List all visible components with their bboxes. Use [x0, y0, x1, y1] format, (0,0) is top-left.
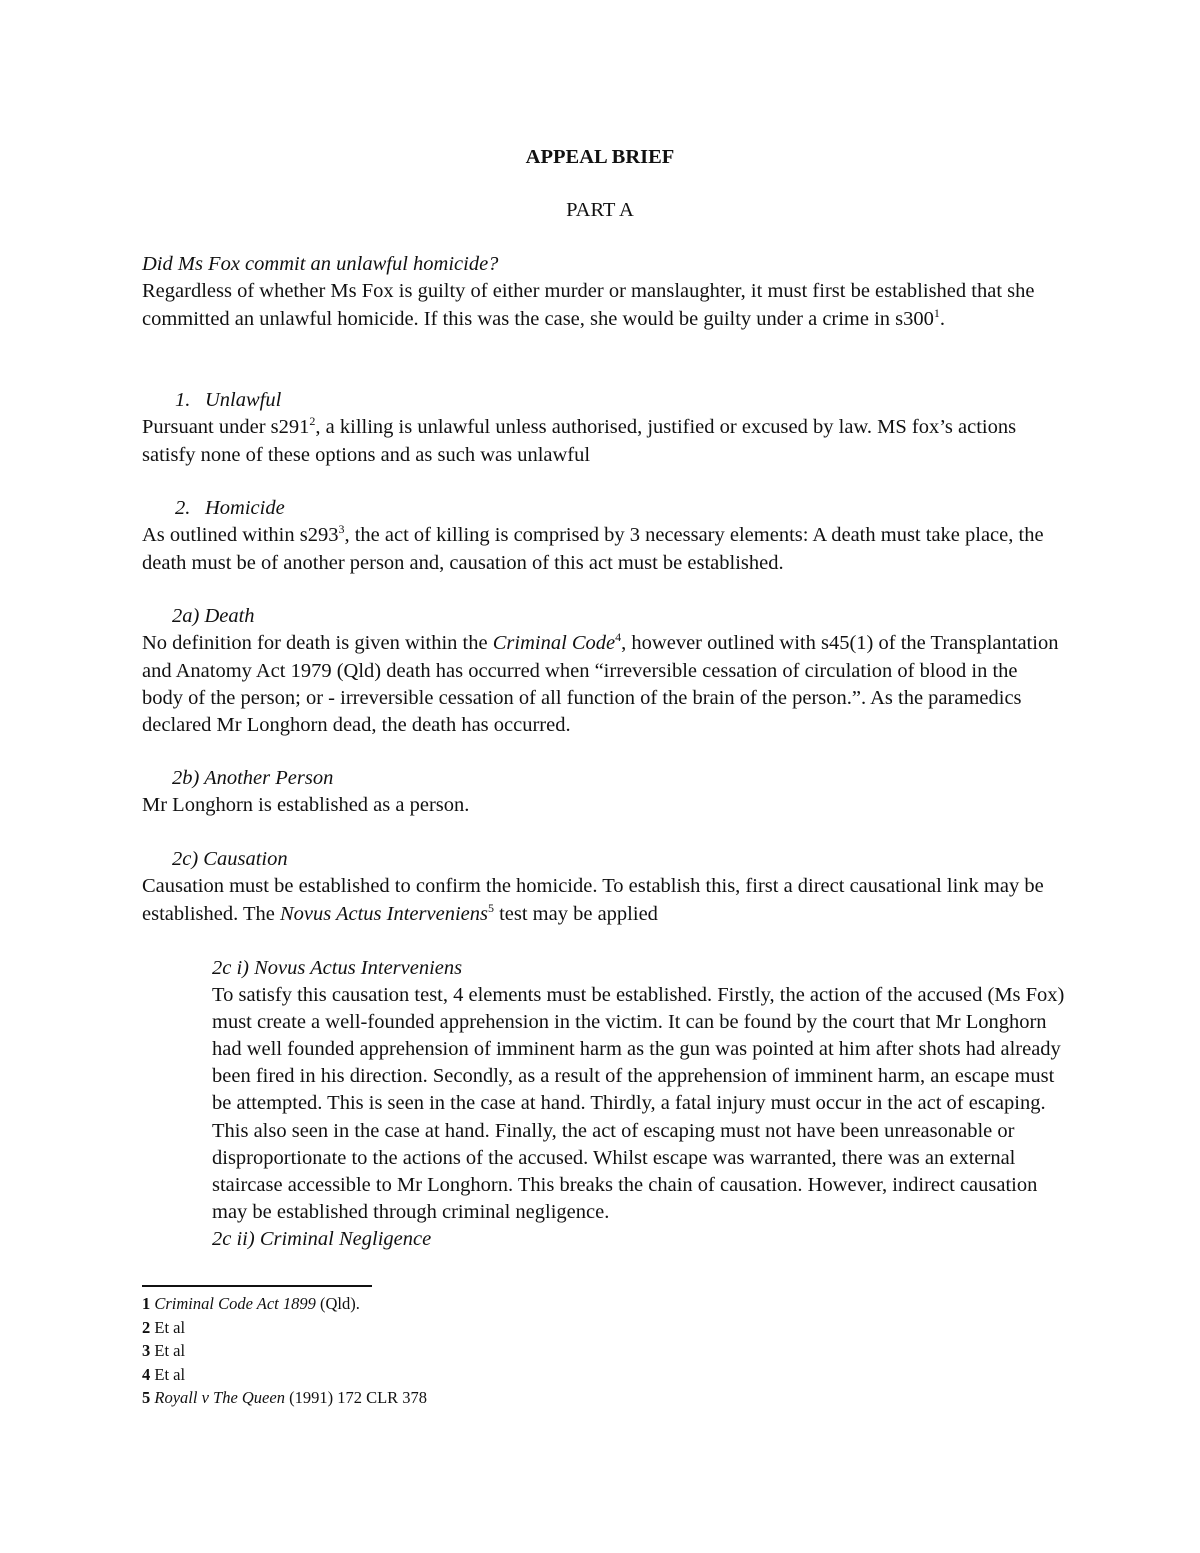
section-paragraph-causation: Causation must be established to confirm the homicide. To establish this, first a direct causational link may be established. The Novus Actus Interveniens$^5$ test may be applied — [142, 875, 1044, 925]
document-subtitle: PART A — [566, 199, 634, 221]
section-heading-unlawful: 1. Unlawful — [175, 389, 282, 411]
section-paragraph-novus-actus: To satisfy this causation test, 4 elements must be established. Firstly, the action of the accused (Ms Fox) must create a well-founded apprehension in the victim. It can be found by the court that Mr Longhorn had well founded apprehension of imminent harm as the gun was pointed at him after shots had already been fired in his direction. Secondly, as a result of the apprehension of imminent harm, an escape must be attempted. This is seen in the case at hand. Thirdly, a fatal injury must occur in the act of escaping. This also seen in the case at hand. Finally, the act of escaping must not have been unreasonable or disproportionate to the actions of the accused. Whilst escape was warranted, there was an external staircase accessible to Mr Longhorn. This breaks the chain of causation. However, indirect causation may be established through criminal negligence. — [212, 984, 1065, 1223]
footnote-ref-4[interactable]: 4 — [615, 630, 622, 645]
section-heading-homicide: 2. Homicide — [175, 497, 285, 519]
section-paragraph-another-person: Mr Longhorn is established as a person. — [142, 794, 470, 817]
footnote-item: 1 Criminal Code Act 1899 (Qld). — [142, 1294, 360, 1313]
intro-paragraph: Regardless of whether Ms Fox is guilty of either murder or manslaughter, it must first be established that she committed an unlawful homicide. If this was the case, she would be guilty under a crime in $s300^1$. — [142, 280, 1035, 330]
section-causation — [142, 846, 1062, 928]
footnote-item: 4 Et al — [142, 1364, 186, 1384]
document-title: APPEAL BRIEF — [525, 146, 675, 168]
section-heading-criminal-negligence: 2c ii) Criminal Negligence — [212, 1227, 432, 1250]
footnote-ref-3[interactable]: 3 — [338, 522, 345, 537]
section-paragraph-homicide: As outlined within $s293^3$, the act of killing is comprised by 3 necessary elements: A death must take place, the death must be of another person and, causation of this act must be established. — [142, 522, 1044, 574]
section-heading-death: 2a) Death — [172, 605, 255, 627]
section-another-person — [142, 765, 1062, 820]
section-heading-another-person: 2b) Another Person — [172, 767, 334, 789]
footnote-ref-5[interactable]: 5 — [487, 900, 494, 915]
section-paragraph-death: No definition for death is given within the Criminal Code$^4$, however outlined with s45(1) of the Transplantation and Anatomy Act 1979 (Qld) death has occurred when “irreversible cessation of circulation of blood in the body of the person; or - irreversible cessation of all function of the brain of the person.”. As the paramedics declared Mr Longhorn dead, the death has occurred. — [142, 630, 1059, 737]
footnote-ref-2[interactable]: 2 — [309, 414, 316, 429]
footnotes — [142, 1292, 427, 1410]
section-homicide — [142, 495, 1062, 577]
footnote-item: 3 Et al — [142, 1341, 186, 1360]
section-heading-causation: 2c) Causation — [172, 848, 288, 870]
section-novus-actus — [212, 955, 1072, 1253]
footnote-ref-1[interactable]: 1 — [933, 305, 940, 320]
section-unlawful — [142, 387, 1062, 469]
footnote-divider — [142, 1285, 372, 1287]
section-heading-novus-actus: 2c i) Novus Actus Interveniens — [212, 957, 463, 979]
section-paragraph-unlawful: Pursuant under $s291^2$, a killing is unlawful unless authorised, justified or excused by law. MS fox’s actions satisfy none of these options and as such was unlawful — [142, 414, 1017, 466]
question-heading: Did Ms Fox commit an unlawful homicide? — [142, 253, 499, 275]
footnote-item: 2 Et al — [142, 1317, 186, 1337]
footnote-item: 5 Royall v The Queen (1991) 172 CLR 378 — [142, 1388, 428, 1407]
intro-block — [142, 251, 1062, 333]
section-death — [142, 603, 1062, 739]
